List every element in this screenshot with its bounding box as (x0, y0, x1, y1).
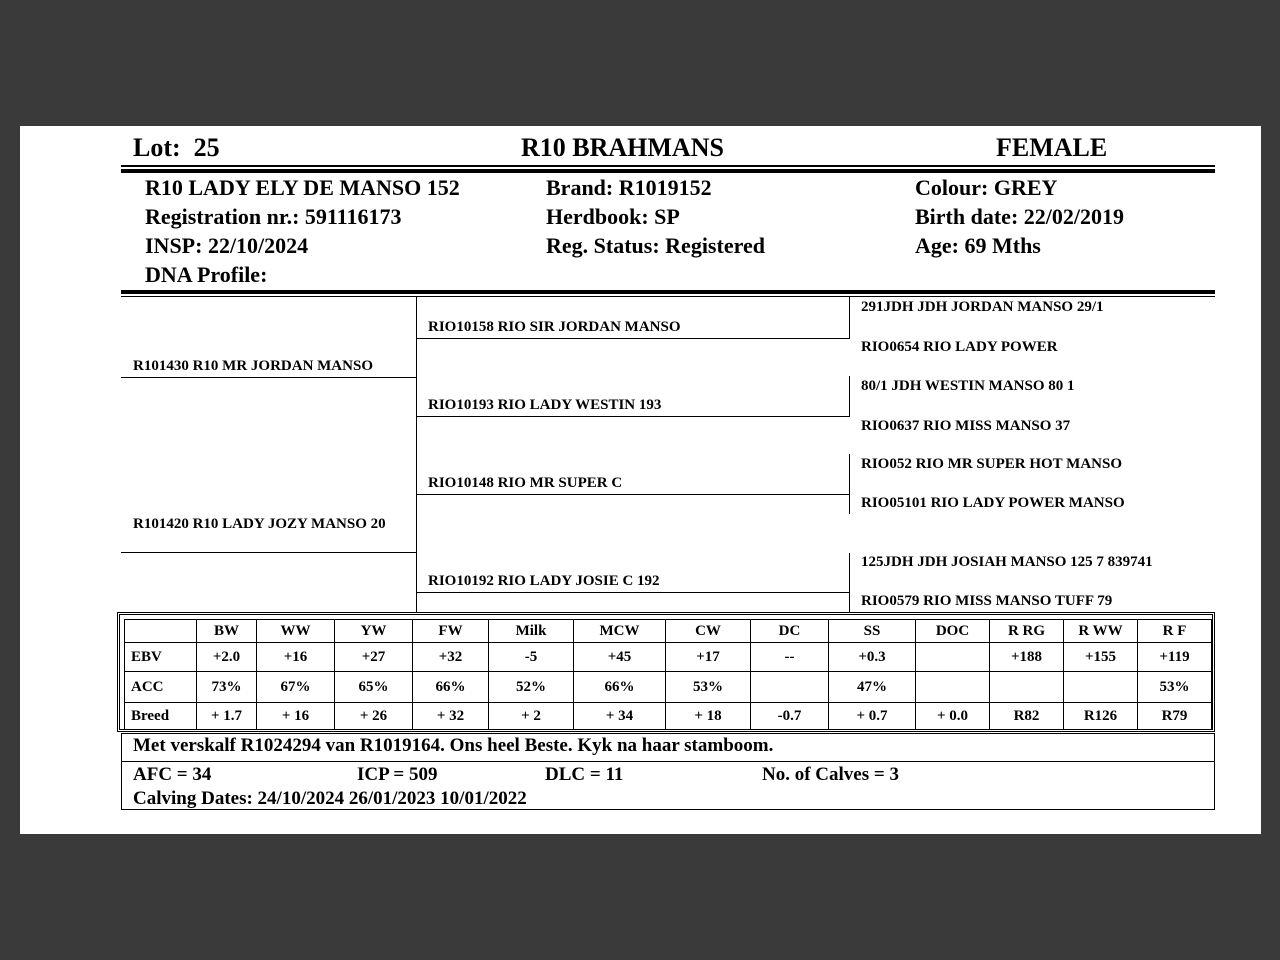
ebv-header-row (125, 620, 1212, 643)
registration-number: Registration nr.: 591116173 (145, 204, 402, 229)
colour: Colour: GREY (915, 175, 1058, 200)
registration-status: Reg. Status: Registered (546, 233, 765, 258)
table-cell (751, 672, 829, 703)
table-cell: -5 (489, 643, 574, 672)
dlc: DLC = 11 (545, 764, 624, 785)
table-cell: +2.0 (197, 643, 257, 672)
table-header: SS (829, 620, 916, 643)
lot-number: 25 (193, 133, 220, 162)
table-header (125, 620, 197, 643)
table-cell (916, 672, 990, 703)
table-cell (1064, 672, 1138, 703)
table-header: MCW (574, 620, 666, 643)
table-cell: +16 (257, 643, 335, 672)
inspection-date: INSP: 22/10/2024 (145, 233, 309, 258)
herdbook: Herdbook: SP (546, 204, 680, 229)
table-cell: + 16 (257, 703, 335, 730)
lot-label: Lot: 25 (133, 133, 220, 162)
age: Age: 69 Mths (915, 233, 1041, 258)
ebv-table (124, 619, 1212, 730)
animal-name: R10 LADY ELY DE MANSO 152 (145, 175, 460, 200)
pedigree-sire-sire: RIO10158 RIO SIR JORDAN MANSO (428, 319, 681, 335)
brand: Brand: R1019152 (546, 175, 712, 200)
sex-label: FEMALE (996, 133, 1108, 162)
table-cell: -0.7 (751, 703, 829, 730)
table-header: YW (335, 620, 413, 643)
table-header: CW (666, 620, 751, 643)
pedigree-ggp: 80/1 JDH WESTIN MANSO 80 1 (861, 378, 1075, 394)
table-cell: + 0.0 (916, 703, 990, 730)
acc-row (125, 672, 1212, 703)
table-cell: 66% (413, 672, 489, 703)
table-cell: +0.3 (829, 643, 916, 672)
pedigree-dam-dam: RIO10192 RIO LADY JOSIE C 192 (428, 573, 660, 589)
table-cell: +27 (335, 643, 413, 672)
table-header: DC (751, 620, 829, 643)
birth-date: Birth date: 22/02/2019 (915, 204, 1124, 229)
table-header: BW (197, 620, 257, 643)
table-cell: + 2 (489, 703, 574, 730)
table-cell: 65% (335, 672, 413, 703)
row-label: ACC (125, 672, 197, 703)
table-cell: 67% (257, 672, 335, 703)
table-cell (990, 672, 1064, 703)
table-cell: +32 (413, 643, 489, 672)
table-cell: 53% (666, 672, 751, 703)
pedigree-ggp: RIO052 RIO MR SUPER HOT MANSO (861, 456, 1122, 472)
icp: ICP = 509 (357, 764, 438, 785)
table-cell: 52% (489, 672, 574, 703)
table-header: DOC (916, 620, 990, 643)
info-rule-top (121, 290, 1215, 294)
table-cell: R79 (1138, 703, 1212, 730)
table-header: R RG (990, 620, 1064, 643)
pedigree-ggp: RIO0579 RIO MISS MANSO TUFF 79 (861, 593, 1113, 609)
pedigree-dam-sire: RIO10148 RIO MR SUPER C (428, 475, 623, 491)
header-rule-bottom (121, 169, 1215, 173)
calving-dates: Calving Dates: 24/10/2024 26/01/2023 10/01/2022 (133, 788, 527, 809)
afc: AFC = 34 (133, 764, 212, 785)
pedigree-ggp: RIO05101 RIO LADY POWER MANSO (861, 495, 1125, 511)
table-header: R WW (1064, 620, 1138, 643)
table-header: R F (1138, 620, 1212, 643)
table-header: WW (257, 620, 335, 643)
dna-profile: DNA Profile: (145, 262, 268, 287)
pedigree-ggp: 125JDH JDH JOSIAH MANSO 125 7 839741 (861, 554, 1153, 570)
pedigree-dam: R101420 R10 LADY JOZY MANSO 20 (133, 516, 386, 532)
pedigree-ggp: RIO0637 RIO MISS MANSO 37 (861, 418, 1071, 434)
table-cell: + 0.7 (829, 703, 916, 730)
table-header: Milk (489, 620, 574, 643)
breed-row (125, 703, 1212, 730)
table-cell: +188 (990, 643, 1064, 672)
row-label: EBV (125, 643, 197, 672)
table-cell: 53% (1138, 672, 1212, 703)
info-rule-bottom (121, 296, 1215, 297)
table-cell: + 18 (666, 703, 751, 730)
table-header: FW (413, 620, 489, 643)
header-rule-top (121, 165, 1215, 167)
table-cell: R126 (1064, 703, 1138, 730)
pedigree-sire-dam: RIO10193 RIO LADY WESTIN 193 (428, 397, 662, 413)
table-cell: 73% (197, 672, 257, 703)
table-cell: 66% (574, 672, 666, 703)
table-cell (916, 643, 990, 672)
pedigree-ggp: 291JDH JDH JORDAN MANSO 29/1 (861, 299, 1104, 315)
breeder-name: R10 BRAHMANS (521, 133, 724, 162)
notes-divider (121, 761, 1215, 762)
table-cell: -- (751, 643, 829, 672)
table-cell: +155 (1064, 643, 1138, 672)
pedigree-ggp: RIO0654 RIO LADY POWER (861, 339, 1058, 355)
table-cell: R82 (990, 703, 1064, 730)
table-cell: + 34 (574, 703, 666, 730)
table-cell: + 1.7 (197, 703, 257, 730)
table-cell: + 32 (413, 703, 489, 730)
ebv-row (125, 643, 1212, 672)
table-cell: 47% (829, 672, 916, 703)
calves-count: No. of Calves = 3 (762, 764, 899, 785)
comment: Met verskalf R1024294 van R1019164. Ons heel Beste. Kyk na haar stamboom. (133, 735, 774, 756)
table-cell: +45 (574, 643, 666, 672)
table-cell: +119 (1138, 643, 1212, 672)
row-label: Breed (125, 703, 197, 730)
table-cell: +17 (666, 643, 751, 672)
pedigree-sire: R101430 R10 MR JORDAN MANSO (133, 358, 373, 374)
table-cell: + 26 (335, 703, 413, 730)
